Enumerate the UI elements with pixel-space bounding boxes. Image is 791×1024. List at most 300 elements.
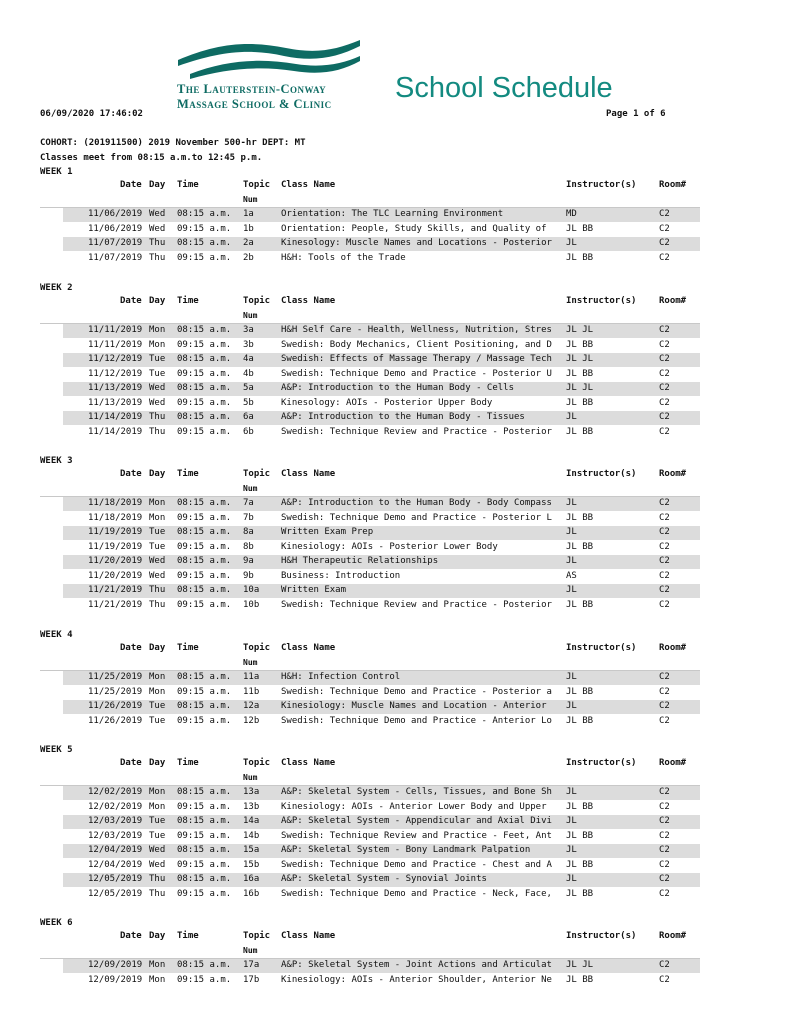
- row-time: 08:15 a.m.: [177, 701, 232, 711]
- col-header-date: Date: [120, 469, 142, 479]
- table-row: [63, 339, 700, 353]
- row-topic-num: 13a: [243, 787, 260, 797]
- row-day: Tue: [149, 701, 166, 711]
- week-label: WEEK 2: [40, 283, 73, 293]
- row-class-name: Kinesiology: Muscle Names and Location - Anterior: [281, 701, 547, 711]
- row-instructor: AS: [566, 570, 577, 581]
- row-date: 11/06/2019: [88, 209, 143, 219]
- row-room: C2: [659, 354, 670, 364]
- row-class-name: Swedish: Technique Demo and Practice - Neck, Face,: [281, 888, 552, 899]
- col-header-class-name: Class Name: [281, 180, 336, 190]
- row-room: C2: [659, 845, 670, 855]
- table-row: [63, 353, 700, 367]
- week-label: WEEK 6: [40, 918, 73, 928]
- row-day: Wed: [149, 383, 166, 393]
- row-room: C2: [659, 397, 670, 408]
- col-header-topic: Topic: [243, 643, 271, 653]
- table-row: [63, 830, 700, 844]
- row-date: 12/04/2019: [88, 845, 143, 855]
- wave-logo-icon: [176, 34, 362, 80]
- table-row: [63, 368, 700, 382]
- row-time: 09:15 a.m.: [177, 339, 232, 350]
- row-time: 08:15 a.m.: [177, 238, 232, 248]
- row-topic-num: 2a: [243, 238, 254, 248]
- row-date: 12/02/2019: [88, 801, 143, 812]
- row-class-name: A&P: Skeletal System - Appendicular and Axial Divi: [281, 816, 552, 826]
- row-room: C2: [659, 527, 670, 537]
- row-class-name: A&P: Introduction to the Human Body - Cells: [281, 383, 514, 393]
- row-class-name: Written Exam: [281, 585, 347, 595]
- table-row: [63, 397, 700, 411]
- row-instructor: JL JL: [566, 354, 594, 364]
- row-date: 11/13/2019: [88, 383, 143, 393]
- row-day: Mon: [149, 325, 166, 335]
- row-date: 11/21/2019: [88, 585, 143, 595]
- col-header-time: Time: [177, 758, 199, 768]
- row-instructor: JL BB: [566, 223, 594, 234]
- col-header-instructor: Instructor(s): [566, 296, 637, 306]
- row-topic-num: 1a: [243, 209, 254, 219]
- row-room: C2: [659, 209, 670, 219]
- row-date: 11/19/2019: [88, 527, 143, 537]
- row-instructor: JL BB: [566, 830, 594, 841]
- row-room: C2: [659, 238, 670, 248]
- row-day: Thu: [149, 426, 166, 437]
- row-class-name: Orientation: People, Study Skills, and Quality of: [281, 223, 547, 234]
- row-class-name: A&P: Skeletal System - Cells, Tissues, and Bone Sh: [281, 787, 552, 797]
- row-date: 11/20/2019: [88, 556, 143, 566]
- col-header-instructor: Instructor(s): [566, 180, 637, 190]
- col-header-num: Num: [243, 773, 258, 782]
- week-label: WEEK 1: [40, 167, 73, 177]
- col-header-instructor: Instructor(s): [566, 931, 637, 941]
- table-row: [63, 541, 700, 555]
- row-time: 09:15 a.m.: [177, 686, 232, 697]
- row-day: Tue: [149, 715, 166, 726]
- row-room: C2: [659, 701, 670, 711]
- row-room: C2: [659, 498, 670, 508]
- row-topic-num: 9b: [243, 570, 254, 581]
- col-header-room: Room#: [659, 469, 687, 479]
- row-day: Thu: [149, 585, 166, 595]
- row-time: 09:15 a.m.: [177, 570, 232, 581]
- row-class-name: Swedish: Technique Review and Practice - Posterior: [281, 426, 552, 437]
- row-time: 09:15 a.m.: [177, 974, 232, 985]
- row-time: 08:15 a.m.: [177, 585, 232, 595]
- row-topic-num: 15a: [243, 845, 260, 855]
- row-instructor: JL: [566, 556, 577, 566]
- row-topic-num: 5a: [243, 383, 254, 393]
- col-header-room: Room#: [659, 931, 687, 941]
- row-class-name: A&P: Introduction to the Human Body - Tissues: [281, 412, 525, 422]
- col-header-time: Time: [177, 469, 199, 479]
- table-row: [63, 873, 700, 887]
- row-class-name: Kinesiology: AOIs - Posterior Lower Body: [281, 541, 498, 552]
- table-row: [63, 671, 700, 685]
- row-topic-num: 14b: [243, 830, 260, 841]
- row-instructor: JL: [566, 701, 577, 711]
- table-row: [63, 208, 700, 222]
- row-class-name: Orientation: The TLC Learning Environment: [281, 209, 504, 219]
- row-time: 09:15 a.m.: [177, 541, 232, 552]
- school-logo: [172, 34, 362, 114]
- row-day: Thu: [149, 888, 166, 899]
- row-room: C2: [659, 585, 670, 595]
- row-date: 12/09/2019: [88, 960, 143, 970]
- table-row: [63, 426, 700, 440]
- col-header-room: Room#: [659, 643, 687, 653]
- row-room: C2: [659, 383, 670, 393]
- row-time: 08:15 a.m.: [177, 960, 232, 970]
- row-date: 11/14/2019: [88, 426, 143, 437]
- table-row: [63, 555, 700, 569]
- row-day: Tue: [149, 541, 166, 552]
- row-topic-num: 11b: [243, 686, 260, 697]
- row-instructor: JL BB: [566, 801, 594, 812]
- row-topic-num: 1b: [243, 223, 254, 234]
- row-time: 09:15 a.m.: [177, 368, 232, 379]
- row-class-name: A&P: Introduction to the Human Body - Body Compass: [281, 498, 552, 508]
- col-header-day: Day: [149, 643, 166, 653]
- row-room: C2: [659, 672, 670, 682]
- row-instructor: JL BB: [566, 368, 594, 379]
- row-class-name: Swedish: Effects of Massage Therapy / Massage Tech: [281, 354, 552, 364]
- row-room: C2: [659, 874, 670, 884]
- row-date: 11/26/2019: [88, 701, 143, 711]
- col-header-class-name: Class Name: [281, 758, 336, 768]
- row-class-name: Swedish: Technique Demo and Practice - Posterior a: [281, 686, 552, 697]
- col-header-time: Time: [177, 643, 199, 653]
- col-header-topic: Topic: [243, 931, 271, 941]
- row-topic-num: 16a: [243, 874, 260, 884]
- col-header-instructor: Instructor(s): [566, 643, 637, 653]
- logo-text-line1: The Lauterstein-Conway: [177, 82, 327, 96]
- row-class-name: Swedish: Technique Review and Practice - Feet, Ant: [281, 830, 552, 841]
- row-instructor: JL: [566, 238, 577, 248]
- logo-text-line2: Massage School & Clinic: [177, 97, 332, 111]
- row-instructor: JL JL: [566, 960, 594, 970]
- week-label: WEEK 3: [40, 456, 73, 466]
- row-day: Wed: [149, 397, 166, 408]
- col-header-instructor: Instructor(s): [566, 469, 637, 479]
- col-header-date: Date: [120, 643, 142, 653]
- col-header-date: Date: [120, 758, 142, 768]
- row-time: 09:15 a.m.: [177, 830, 232, 841]
- row-date: 11/25/2019: [88, 672, 143, 682]
- row-day: Mon: [149, 974, 166, 985]
- row-room: C2: [659, 556, 670, 566]
- row-date: 11/26/2019: [88, 715, 143, 726]
- row-time: 09:15 a.m.: [177, 426, 232, 437]
- row-room: C2: [659, 325, 670, 335]
- row-time: 08:15 a.m.: [177, 816, 232, 826]
- row-class-name: H&H: Infection Control: [281, 672, 401, 682]
- class-hours-info: Classes meet from 08:15 a.m.to 12:45 p.m.: [40, 153, 263, 163]
- row-topic-num: 17a: [243, 960, 260, 970]
- row-date: 11/18/2019: [88, 512, 143, 523]
- week-label: WEEK 5: [40, 745, 73, 755]
- row-day: Mon: [149, 512, 166, 523]
- row-instructor: JL: [566, 845, 577, 855]
- row-date: 12/03/2019: [88, 830, 143, 841]
- table-row: [63, 237, 700, 251]
- row-class-name: Swedish: Technique Demo and Practice - Posterior U: [281, 368, 552, 379]
- col-header-topic: Topic: [243, 296, 271, 306]
- row-time: 09:15 a.m.: [177, 223, 232, 234]
- row-time: 08:15 a.m.: [177, 325, 232, 335]
- row-day: Thu: [149, 599, 166, 610]
- row-time: 09:15 a.m.: [177, 888, 232, 899]
- row-topic-num: 3b: [243, 339, 254, 350]
- col-header-time: Time: [177, 180, 199, 190]
- col-header-date: Date: [120, 296, 142, 306]
- row-room: C2: [659, 888, 670, 899]
- row-instructor: JL BB: [566, 397, 594, 408]
- row-topic-num: 12b: [243, 715, 260, 726]
- row-class-name: Swedish: Technique Demo and Practice - Anterior Lo: [281, 715, 552, 726]
- row-topic-num: 6a: [243, 412, 254, 422]
- row-topic-num: 13b: [243, 801, 260, 812]
- row-date: 11/14/2019: [88, 412, 143, 422]
- row-instructor: JL: [566, 585, 577, 595]
- row-room: C2: [659, 412, 670, 422]
- row-date: 11/07/2019: [88, 238, 143, 248]
- table-row: [63, 411, 700, 425]
- row-day: Tue: [149, 368, 166, 379]
- row-class-name: Kinesology: AOIs - Posterior Upper Body: [281, 397, 493, 408]
- row-class-name: H&H: Tools of the Trade: [281, 252, 406, 263]
- row-room: C2: [659, 787, 670, 797]
- row-instructor: JL BB: [566, 252, 594, 263]
- row-topic-num: 15b: [243, 859, 260, 870]
- table-row: [63, 959, 700, 973]
- row-time: 09:15 a.m.: [177, 252, 232, 263]
- row-day: Tue: [149, 816, 166, 826]
- row-day: Mon: [149, 339, 166, 350]
- row-topic-num: 4a: [243, 354, 254, 364]
- row-day: Thu: [149, 412, 166, 422]
- row-date: 11/12/2019: [88, 354, 143, 364]
- row-topic-num: 5b: [243, 397, 254, 408]
- row-room: C2: [659, 974, 670, 985]
- table-row: [63, 599, 700, 613]
- row-room: C2: [659, 512, 670, 523]
- row-topic-num: 4b: [243, 368, 254, 379]
- row-room: C2: [659, 960, 670, 970]
- row-time: 08:15 a.m.: [177, 412, 232, 422]
- table-row: [63, 859, 700, 873]
- row-instructor: JL JL: [566, 383, 594, 393]
- row-time: 09:15 a.m.: [177, 859, 232, 870]
- row-day: Mon: [149, 787, 166, 797]
- row-instructor: JL: [566, 874, 577, 884]
- row-topic-num: 6b: [243, 426, 254, 437]
- col-header-date: Date: [120, 180, 142, 190]
- row-instructor: JL: [566, 672, 577, 682]
- row-topic-num: 17b: [243, 974, 260, 985]
- table-row: [63, 252, 700, 266]
- row-time: 08:15 a.m.: [177, 845, 232, 855]
- table-row: [63, 382, 700, 396]
- table-row: [63, 844, 700, 858]
- row-time: 08:15 a.m.: [177, 672, 232, 682]
- col-header-num: Num: [243, 658, 258, 667]
- table-row: [63, 715, 700, 729]
- row-topic-num: 14a: [243, 816, 260, 826]
- row-class-name: Business: Introduction: [281, 570, 401, 581]
- row-time: 08:15 a.m.: [177, 874, 232, 884]
- row-day: Tue: [149, 527, 166, 537]
- row-time: 08:15 a.m.: [177, 354, 232, 364]
- row-date: 12/05/2019: [88, 888, 143, 899]
- row-day: Wed: [149, 223, 166, 234]
- row-class-name: H&H Self Care - Health, Wellness, Nutrition, Stres: [281, 325, 552, 335]
- col-header-room: Room#: [659, 296, 687, 306]
- row-date: 11/11/2019: [88, 325, 143, 335]
- col-header-day: Day: [149, 180, 166, 190]
- row-date: 12/04/2019: [88, 859, 143, 870]
- table-row: [63, 686, 700, 700]
- row-instructor: JL JL: [566, 325, 594, 335]
- row-day: Mon: [149, 801, 166, 812]
- row-class-name: Kinesiology: AOIs - Anterior Shoulder, Anterior Ne: [281, 974, 552, 985]
- row-day: Mon: [149, 960, 166, 970]
- row-room: C2: [659, 816, 670, 826]
- row-date: 11/12/2019: [88, 368, 143, 379]
- row-topic-num: 16b: [243, 888, 260, 899]
- row-time: 09:15 a.m.: [177, 715, 232, 726]
- row-instructor: JL BB: [566, 686, 594, 697]
- row-room: C2: [659, 830, 670, 841]
- row-topic-num: 2b: [243, 252, 254, 263]
- row-instructor: JL: [566, 787, 577, 797]
- row-room: C2: [659, 686, 670, 697]
- row-topic-num: 10a: [243, 585, 260, 595]
- row-instructor: JL BB: [566, 512, 594, 523]
- row-room: C2: [659, 859, 670, 870]
- row-room: C2: [659, 541, 670, 552]
- report-timestamp: 06/09/2020 17:46:02: [40, 109, 143, 119]
- row-room: C2: [659, 599, 670, 610]
- table-row: [63, 223, 700, 237]
- row-room: C2: [659, 570, 670, 581]
- row-instructor: JL BB: [566, 974, 594, 985]
- row-class-name: A&P: Skeletal System - Bony Landmark Palpation: [281, 845, 531, 855]
- row-class-name: Kinesiology: AOIs - Anterior Lower Body and Upper: [281, 801, 547, 812]
- row-time: 09:15 a.m.: [177, 599, 232, 610]
- table-row: [63, 570, 700, 584]
- col-header-day: Day: [149, 296, 166, 306]
- row-class-name: Swedish: Technique Demo and Practice - Posterior L: [281, 512, 552, 523]
- row-topic-num: 9a: [243, 556, 254, 566]
- col-header-class-name: Class Name: [281, 643, 336, 653]
- row-day: Wed: [149, 209, 166, 219]
- cohort-info: COHORT: (201911500) 2019 November 500-hr DEPT: MT: [40, 138, 306, 148]
- row-day: Mon: [149, 498, 166, 508]
- row-date: 11/18/2019: [88, 498, 143, 508]
- row-day: Wed: [149, 845, 166, 855]
- col-header-class-name: Class Name: [281, 296, 336, 306]
- row-room: C2: [659, 801, 670, 812]
- row-class-name: A&P: Skeletal System - Synovial Joints: [281, 874, 487, 884]
- col-header-day: Day: [149, 469, 166, 479]
- row-date: 12/09/2019: [88, 974, 143, 985]
- col-header-topic: Topic: [243, 180, 271, 190]
- table-row: [63, 786, 700, 800]
- row-day: Thu: [149, 238, 166, 248]
- row-instructor: JL: [566, 527, 577, 537]
- table-row: [63, 526, 700, 540]
- col-header-room: Room#: [659, 180, 687, 190]
- table-row: [63, 974, 700, 988]
- row-class-name: A&P: Skeletal System - Joint Actions and Articulat: [281, 960, 552, 970]
- col-header-time: Time: [177, 296, 199, 306]
- row-instructor: JL: [566, 498, 577, 508]
- row-time: 09:15 a.m.: [177, 397, 232, 408]
- row-day: Tue: [149, 830, 166, 841]
- row-time: 08:15 a.m.: [177, 527, 232, 537]
- row-topic-num: 3a: [243, 325, 254, 335]
- row-instructor: JL BB: [566, 888, 594, 899]
- row-topic-num: 7b: [243, 512, 254, 523]
- col-header-date: Date: [120, 931, 142, 941]
- row-day: Mon: [149, 686, 166, 697]
- row-room: C2: [659, 252, 670, 263]
- row-topic-num: 10b: [243, 599, 260, 610]
- row-class-name: Swedish: Technique Review and Practice - Posterior: [281, 599, 552, 610]
- col-header-instructor: Instructor(s): [566, 758, 637, 768]
- week-label: WEEK 4: [40, 630, 73, 640]
- row-day: Thu: [149, 874, 166, 884]
- row-instructor: JL: [566, 412, 577, 422]
- row-topic-num: 12a: [243, 701, 260, 711]
- row-date: 11/25/2019: [88, 686, 143, 697]
- row-instructor: JL BB: [566, 599, 594, 610]
- row-date: 12/05/2019: [88, 874, 143, 884]
- row-topic-num: 8a: [243, 527, 254, 537]
- row-instructor: JL BB: [566, 541, 594, 552]
- row-time: 09:15 a.m.: [177, 801, 232, 812]
- table-row: [63, 801, 700, 815]
- table-row: [63, 700, 700, 714]
- row-date: 11/21/2019: [88, 599, 143, 610]
- row-room: C2: [659, 426, 670, 437]
- row-class-name: H&H Therapeutic Relationships: [281, 556, 439, 566]
- row-date: 11/11/2019: [88, 339, 143, 350]
- document-title: School Schedule: [395, 72, 613, 104]
- row-day: Wed: [149, 859, 166, 870]
- col-header-num: Num: [243, 311, 258, 320]
- table-row: [63, 815, 700, 829]
- col-header-class-name: Class Name: [281, 469, 336, 479]
- row-date: 11/19/2019: [88, 541, 143, 552]
- row-time: 08:15 a.m.: [177, 787, 232, 797]
- row-class-name: Swedish: Technique Demo and Practice - Chest and A: [281, 859, 552, 870]
- row-room: C2: [659, 223, 670, 234]
- col-header-topic: Topic: [243, 469, 271, 479]
- col-header-num: Num: [243, 946, 258, 955]
- col-header-class-name: Class Name: [281, 931, 336, 941]
- row-instructor: JL BB: [566, 715, 594, 726]
- col-header-num: Num: [243, 484, 258, 493]
- row-topic-num: 7a: [243, 498, 254, 508]
- row-time: 09:15 a.m.: [177, 512, 232, 523]
- row-class-name: Swedish: Body Mechanics, Client Positioning, and D: [281, 339, 552, 350]
- table-row: [63, 324, 700, 338]
- page-number: Page 1 of 6: [606, 109, 666, 119]
- col-header-day: Day: [149, 931, 166, 941]
- table-row: [63, 512, 700, 526]
